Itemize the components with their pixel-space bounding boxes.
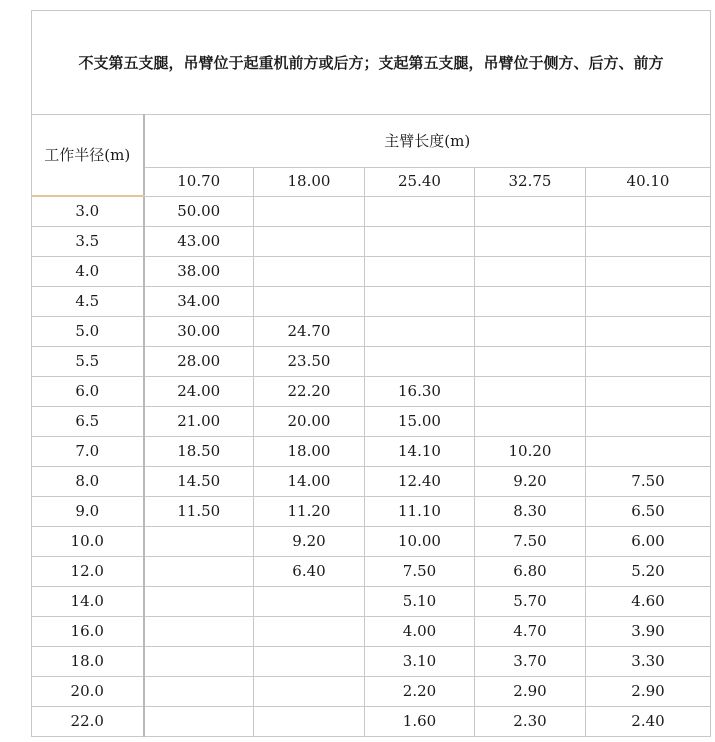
capacity-cell: 28.00: [144, 347, 254, 377]
capacity-cell: 14.00: [254, 467, 365, 497]
table-row: [32, 377, 711, 407]
capacity-cell: 23.50: [254, 347, 365, 377]
capacity-cell: [144, 647, 254, 677]
boom-length-40-10: 40.10: [586, 168, 711, 196]
capacity-cell: 10.00: [365, 527, 475, 557]
capacity-cell: 2.90: [586, 677, 711, 707]
radius-cell: 7.0: [32, 437, 144, 467]
capacity-cell: 21.00: [144, 407, 254, 437]
table-row: [32, 497, 711, 527]
capacity-cell: 6.80: [475, 557, 586, 587]
capacity-cell: [586, 377, 711, 407]
capacity-cell: 6.50: [586, 497, 711, 527]
radius-cell: 10.0: [32, 527, 144, 557]
capacity-cell: [365, 257, 475, 287]
capacity-cell: [475, 407, 586, 437]
capacity-cell: [254, 196, 365, 227]
radius-cell: 18.0: [32, 647, 144, 677]
capacity-cell: [586, 227, 711, 257]
capacity-cell: [475, 377, 586, 407]
capacity-cell: [365, 287, 475, 317]
capacity-cell: 7.50: [475, 527, 586, 557]
capacity-cell: 7.50: [365, 557, 475, 587]
table-row: [32, 557, 711, 587]
capacity-cell: [586, 407, 711, 437]
capacity-cell: 7.50: [586, 467, 711, 497]
capacity-cell: 12.40: [365, 467, 475, 497]
capacity-cell: [144, 707, 254, 737]
table-row: [32, 317, 711, 347]
table-row: [32, 227, 711, 257]
capacity-cell: 2.30: [475, 707, 586, 737]
capacity-cell: [365, 227, 475, 257]
capacity-cell: 3.10: [365, 647, 475, 677]
header-row: [32, 115, 711, 168]
table-row: [32, 527, 711, 557]
table-row: [32, 707, 711, 737]
capacity-cell: 5.70: [475, 587, 586, 617]
capacity-cell: 24.00: [144, 377, 254, 407]
capacity-cell: 3.30: [586, 647, 711, 677]
radius-cell: 6.5: [32, 407, 144, 437]
capacity-cell: 14.50: [144, 467, 254, 497]
capacity-cell: [144, 587, 254, 617]
capacity-cell: 8.30: [475, 497, 586, 527]
table-row: [32, 467, 711, 497]
table-title: 不支第五支腿，吊臂位于起重机前方或后方；支起第五支腿，吊臂位于侧方、后方、前方: [32, 11, 711, 115]
table-row: [32, 677, 711, 707]
radius-cell: 4.5: [32, 287, 144, 317]
capacity-cell: [475, 257, 586, 287]
capacity-cell: 11.20: [254, 497, 365, 527]
capacity-cell: [475, 347, 586, 377]
capacity-cell: [254, 257, 365, 287]
capacity-cell: [586, 196, 711, 227]
radius-cell: 4.0: [32, 257, 144, 287]
table-body: [32, 11, 711, 737]
capacity-cell: 18.50: [144, 437, 254, 467]
capacity-cell: 1.60: [365, 707, 475, 737]
capacity-cell: 5.20: [586, 557, 711, 587]
capacity-cell: 15.00: [365, 407, 475, 437]
boom-length-header: 主臂长度(m): [144, 115, 711, 168]
capacity-cell: [586, 317, 711, 347]
boom-length-25-40: 25.40: [365, 168, 475, 196]
capacity-cell: 11.50: [144, 497, 254, 527]
capacity-cell: [586, 437, 711, 467]
capacity-cell: 2.40: [586, 707, 711, 737]
capacity-cell: [144, 557, 254, 587]
radius-cell: 3.5: [32, 227, 144, 257]
capacity-cell: 10.20: [475, 437, 586, 467]
capacity-cell: 3.70: [475, 647, 586, 677]
capacity-cell: 18.00: [254, 437, 365, 467]
load-chart-table: [31, 10, 711, 737]
radius-cell: 5.5: [32, 347, 144, 377]
capacity-cell: [365, 347, 475, 377]
radius-cell: 9.0: [32, 497, 144, 527]
capacity-cell: [144, 677, 254, 707]
radius-cell: 16.0: [32, 617, 144, 647]
capacity-cell: 20.00: [254, 407, 365, 437]
table-row: [32, 257, 711, 287]
table-row: [32, 407, 711, 437]
capacity-cell: [254, 287, 365, 317]
capacity-cell: [254, 647, 365, 677]
table-row: [32, 647, 711, 677]
capacity-cell: 6.00: [586, 527, 711, 557]
capacity-cell: 14.10: [365, 437, 475, 467]
capacity-cell: 11.10: [365, 497, 475, 527]
capacity-cell: 5.10: [365, 587, 475, 617]
capacity-cell: 24.70: [254, 317, 365, 347]
radius-cell: 3.0: [32, 196, 144, 227]
capacity-cell: 22.20: [254, 377, 365, 407]
capacity-cell: [254, 707, 365, 737]
capacity-cell: 4.60: [586, 587, 711, 617]
table-row: [32, 347, 711, 377]
radius-cell: 22.0: [32, 707, 144, 737]
capacity-cell: 6.40: [254, 557, 365, 587]
capacity-cell: 16.30: [365, 377, 475, 407]
table-row: [32, 437, 711, 467]
radius-cell: 8.0: [32, 467, 144, 497]
capacity-cell: [475, 196, 586, 227]
radius-cell: 5.0: [32, 317, 144, 347]
capacity-cell: 4.00: [365, 617, 475, 647]
capacity-cell: [254, 677, 365, 707]
capacity-cell: [586, 347, 711, 377]
working-radius-header: 工作半径(m): [32, 115, 144, 197]
capacity-cell: 2.90: [475, 677, 586, 707]
capacity-cell: [254, 587, 365, 617]
title-row: [32, 11, 711, 115]
table-row: [32, 196, 711, 227]
boom-length-10-70: 10.70: [144, 168, 254, 196]
capacity-cell: 9.20: [254, 527, 365, 557]
capacity-cell: [586, 257, 711, 287]
capacity-cell: 30.00: [144, 317, 254, 347]
capacity-cell: [144, 527, 254, 557]
capacity-cell: 9.20: [475, 467, 586, 497]
radius-cell: 20.0: [32, 677, 144, 707]
boom-length-32-75: 32.75: [475, 168, 586, 196]
capacity-cell: [475, 227, 586, 257]
capacity-cell: [365, 196, 475, 227]
table-row: [32, 587, 711, 617]
boom-length-18-00: 18.00: [254, 168, 365, 196]
capacity-cell: 38.00: [144, 257, 254, 287]
capacity-cell: [586, 287, 711, 317]
capacity-cell: [144, 617, 254, 647]
capacity-cell: 3.90: [586, 617, 711, 647]
radius-cell: 14.0: [32, 587, 144, 617]
capacity-cell: [365, 317, 475, 347]
radius-cell: 6.0: [32, 377, 144, 407]
capacity-cell: 4.70: [475, 617, 586, 647]
capacity-cell: 34.00: [144, 287, 254, 317]
radius-cell: 12.0: [32, 557, 144, 587]
capacity-cell: 43.00: [144, 227, 254, 257]
table-row: [32, 287, 711, 317]
table-row: [32, 617, 711, 647]
capacity-cell: [254, 227, 365, 257]
capacity-cell: [475, 317, 586, 347]
capacity-cell: 50.00: [144, 196, 254, 227]
capacity-cell: [254, 617, 365, 647]
capacity-cell: [475, 287, 586, 317]
capacity-cell: 2.20: [365, 677, 475, 707]
